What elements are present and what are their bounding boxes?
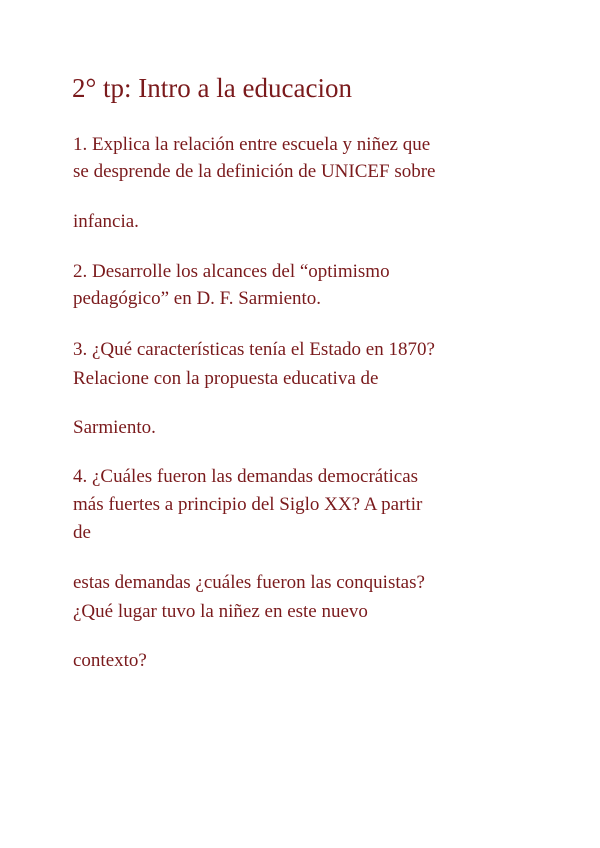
question-2-line-1: 2. Desarrolle los alcances del “optimismo [73,261,390,282]
question-3-line-1: 3. ¿Qué características tenía el Estado en 1870? [73,339,435,360]
question-1-line-1: 1. Explica la relación entre escuela y niñez que [73,134,431,155]
page-title: 2° tp: Intro a la educacion [72,73,352,103]
question-4-line-2: más fuertes a principio del Siglo XX? A partir [73,494,423,515]
question-2-line-2: pedagógico” en D. F. Sarmiento. [73,288,322,309]
question-3-line-3: Sarmiento. [73,417,156,438]
question-4-line-5: ¿Qué lugar tuvo la niñez en este nuevo [73,601,368,622]
question-4-line-4: estas demandas ¿cuáles fueron las conquistas? [73,572,425,593]
question-1-line-2: se desprende de la definición de UNICEF sobre [73,161,436,182]
question-4-line-3: de [73,522,91,543]
question-3-line-2: Relacione con la propuesta educativa de [73,368,379,389]
question-4-line-1: 4. ¿Cuáles fueron las demandas democráticas [73,466,419,487]
question-1-line-3: infancia. [73,211,139,232]
question-4-line-6: contexto? [73,650,147,671]
